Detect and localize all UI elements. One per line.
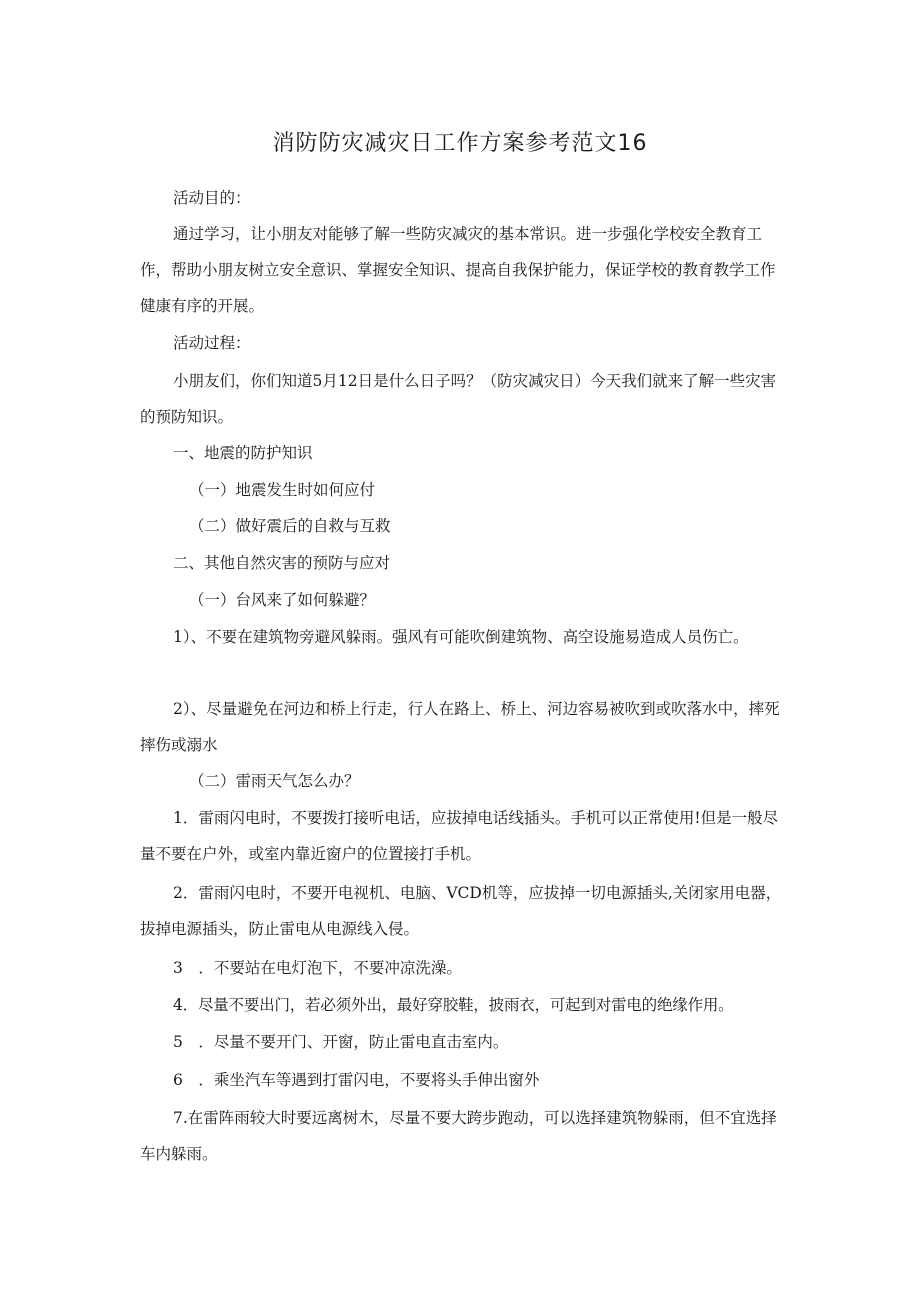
thunderstorm-item-5: 5 ．尽量不要开门、开窗，防止雷电直击室内。 [173, 1033, 509, 1051]
section-heading-other-disasters: 二、其他自然灾害的预防与应对 [173, 554, 391, 572]
paragraph-purpose-body: 通过学习，让小朋友对能够了解一些防灾减灾的基本常识。进一步强化学校安全教育工作，帮助小朋友树立安全意识、掌握安全知识、提高自我保护能力，保证学校的教育教学工作健康有序的开展。 [140, 225, 776, 315]
subsection-thunderstorm: （二）雷雨天气怎么办？ [189, 772, 360, 790]
thunderstorm-item-6: 6 ．乘坐汽车等遇到打雷闪电，不要将头手伸出窗外 [173, 1071, 540, 1089]
thunderstorm-item-1: 1．雷雨闪电时，不要拨打接听电话，应拔掉电话线插头。手机可以正常使用!但是一般尽量不要在户外，或室内靠近窗户的位置接打手机。 [140, 809, 779, 863]
section-heading-earthquake: 一、地震的防护知识 [173, 444, 313, 462]
subsection-earthquake-rescue: （二）做好震后的自救与互救 [189, 517, 391, 535]
paragraph-process-heading: 活动过程： [173, 334, 251, 352]
paragraph-purpose-heading: 活动目的： [173, 189, 251, 207]
thunderstorm-item-7: 7.在雷阵雨较大时要远离树木，尽量不要大跨步跑动，可以选择建筑物躲雨，但不宜选择车内躲雨。 [140, 1109, 777, 1163]
paragraph-process-intro: 小朋友们，你们知道5月12日是什么日子吗？（防灾减灾日）今天我们就来了解一些灾害的预防知识。 [140, 372, 777, 426]
thunderstorm-item-4: 4．尽量不要出门，若必须外出，最好穿胶鞋，披雨衣，可起到对雷电的绝缘作用。 [173, 996, 734, 1014]
subsection-typhoon: （一）台风来了如何躲避？ [189, 591, 376, 609]
thunderstorm-item-3: 3 ．不要站在电灯泡下，不要冲凉洗澡。 [173, 959, 462, 977]
typhoon-item-2: 2）、尽量避免在河边和桥上行走，行人在路上、桥上、河边容易被吹到或吹落水中，摔死摔伤或溺水 [140, 700, 780, 754]
thunderstorm-item-2: 2．雷雨闪电时，不要开电视机、电脑、VCD机等，应拔掉一切电源插头,关闭家用电器，拔掉电源插头，防止雷电从电源线入侵。 [140, 884, 782, 938]
document-title: 消防防灾减灾日工作方案参考范文16 [272, 131, 648, 156]
subsection-earthquake-response: （一）地震发生时如何应付 [189, 481, 376, 499]
typhoon-item-1: 1）、不要在建筑物旁避风躲雨。强风有可能吹倒建筑物、高空设施易造成人员伤亡。 [173, 628, 749, 646]
